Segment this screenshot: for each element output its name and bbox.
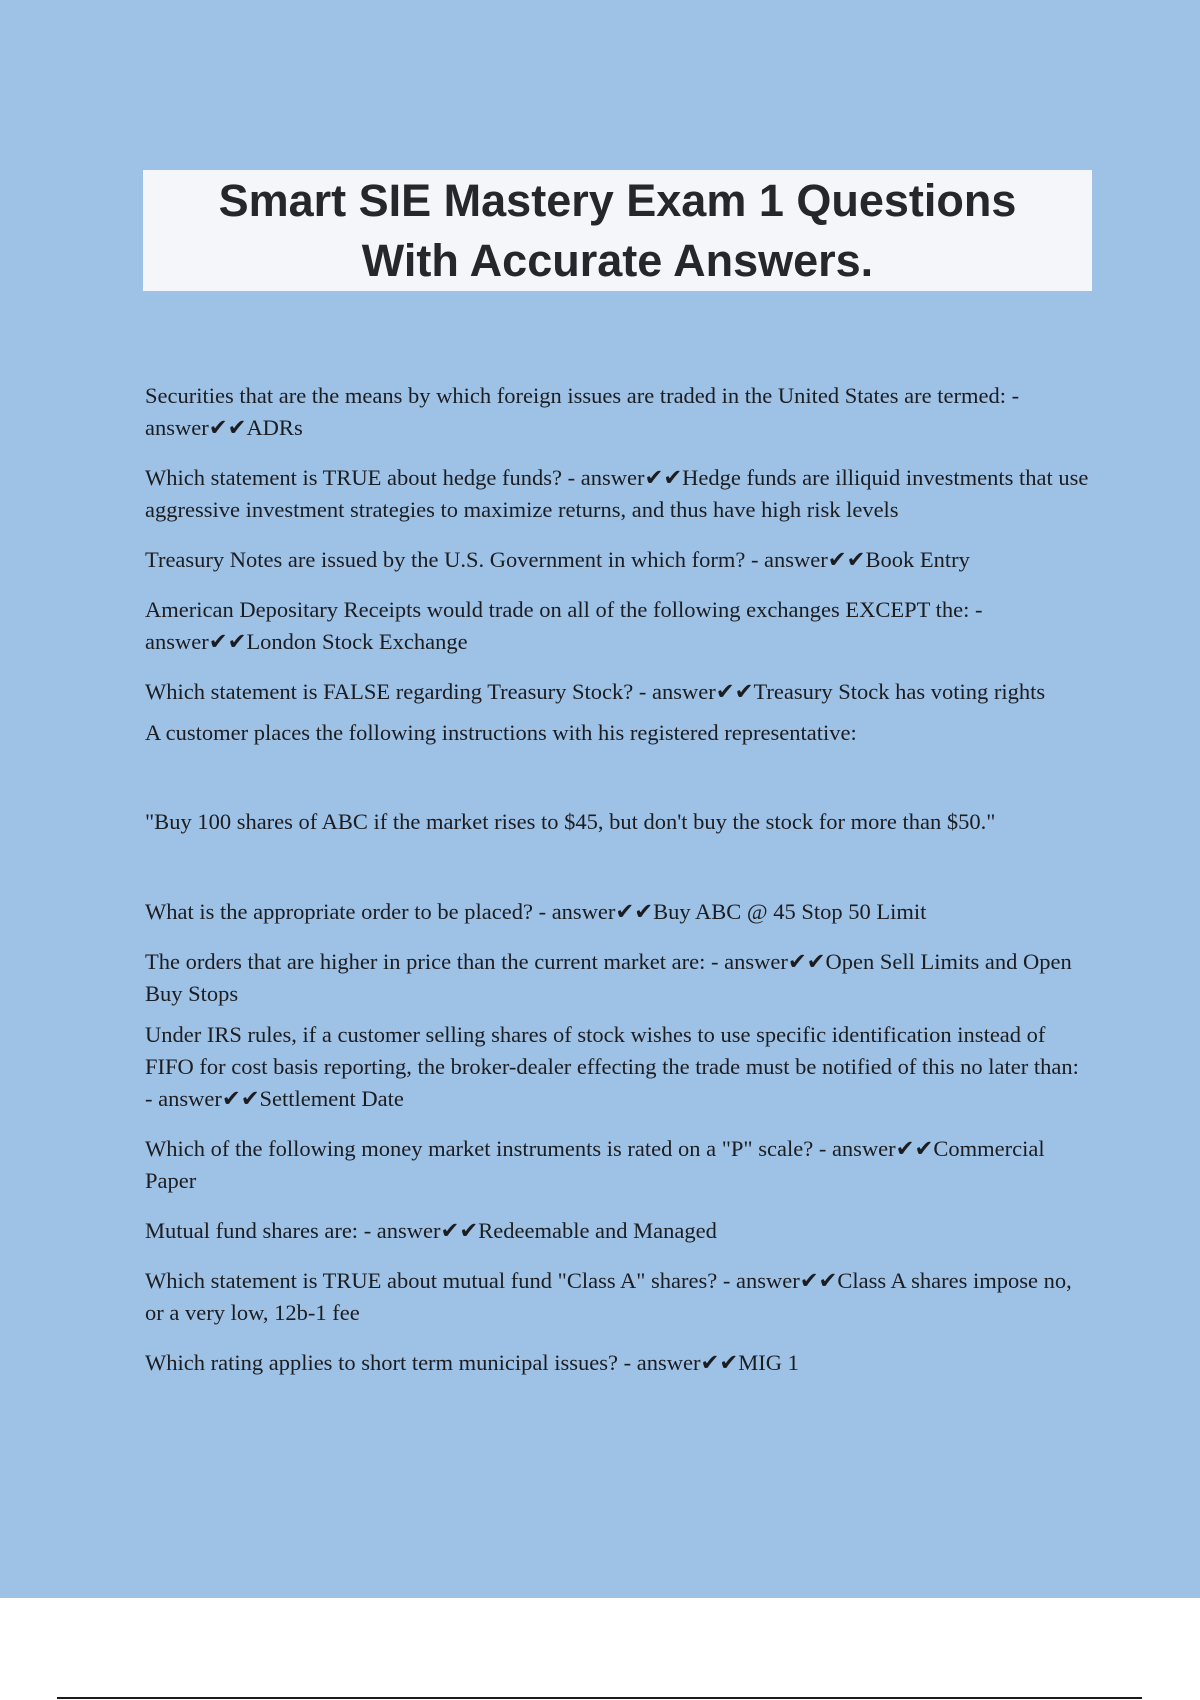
question-text: Securities that are the means by which foreign issues are traded in the United States are termed: — [145, 383, 1006, 408]
qa-item-4 — [145, 594, 1091, 658]
question-text: Under IRS rules, if a customer selling shares of stock wishes to use specific identification instead of FIFO for cost basis reporting, the broker-dealer effecting the trade must be notified of this no later than: — [145, 1022, 1079, 1079]
qa-item-6 — [145, 946, 1091, 1010]
qa-item-8 — [145, 1133, 1091, 1197]
question-text: Which statement is TRUE about mutual fund "Class A" shares? — [145, 1268, 718, 1293]
document-title-line-2: With Accurate Answers. — [361, 234, 874, 286]
answer-marker: - answer✔✔ — [145, 1086, 260, 1111]
answer-text: London Stock Exchange — [246, 629, 468, 654]
question-text: Which rating applies to short term municipal issues? — [145, 1350, 619, 1375]
qa-item-5 — [145, 676, 1091, 708]
qa-item-10 — [145, 1265, 1091, 1329]
question-text: The orders that are higher in price than the current market are: — [145, 949, 706, 974]
scenario-quote: "Buy 100 shares of ABC if the market rises to $45, but don't buy the stock for more than $50." — [145, 809, 996, 834]
answer-text: Settlement Date — [259, 1086, 404, 1111]
scenario-qa — [145, 896, 1091, 928]
qa-item-9 — [145, 1215, 1091, 1247]
qa-item-2 — [145, 462, 1091, 526]
answer-marker: - answer✔✔ — [705, 949, 826, 974]
answer-text: MIG 1 — [738, 1350, 799, 1375]
question-text: Which of the following money market instruments is rated on a "P" scale? — [145, 1136, 814, 1161]
question-text: Treasury Notes are issued by the U.S. Government in which form? — [145, 547, 746, 572]
qa-item-11 — [145, 1347, 1091, 1379]
answer-marker: - answer✔✔ — [717, 1268, 838, 1293]
answer-marker: - answer✔✔ — [145, 383, 1020, 440]
answer-marker: - answer✔✔ — [532, 899, 654, 924]
document-title-line-1: Smart SIE Mastery Exam 1 Questions — [218, 174, 1017, 226]
answer-text: Hedge funds are illiquid investments that use aggressive investment strategies to maximize returns, and thus have high risk levels — [145, 465, 1089, 522]
answer-text: Book Entry — [865, 547, 970, 572]
answer-text: Commercial Paper — [145, 1136, 1045, 1193]
answer-text: Redeemable and Managed — [478, 1218, 717, 1243]
answer-marker: - answer✔✔ — [813, 1136, 934, 1161]
qa-list — [145, 380, 1091, 1397]
answer-marker: - answer✔✔ — [745, 547, 866, 572]
question-text: What is the appropriate order to be placed? — [145, 899, 533, 924]
scenario-intro: A customer places the following instructions with his registered representative: — [145, 720, 857, 745]
answer-marker: - answer✔✔ — [633, 679, 754, 704]
answer-text: Buy ABC @ 45 Stop 50 Limit — [653, 899, 927, 924]
question-text: Which statement is TRUE about hedge funds? — [145, 465, 562, 490]
answer-text: Class A shares impose no, or a very low, 12b-1 fee — [145, 1268, 1072, 1325]
answer-text: Treasury Stock has voting rights — [753, 679, 1046, 704]
answer-marker: - answer✔✔ — [562, 465, 683, 490]
question-text: Which statement is FALSE regarding Treasury Stock? — [145, 679, 634, 704]
qa-item-3 — [145, 544, 1091, 576]
qa-item-1 — [145, 380, 1091, 444]
title-banner — [143, 170, 1092, 291]
answer-marker: - answer✔✔ — [145, 597, 983, 654]
answer-text: ADRs — [246, 415, 303, 440]
question-text: American Depositary Receipts would trade on all of the following exchanges EXCEPT the: — [145, 597, 970, 622]
question-text: Mutual fund shares are: — [145, 1218, 359, 1243]
answer-text: Open Sell Limits and Open Buy Stops — [145, 949, 1072, 1006]
footer-divider — [57, 1697, 1142, 1699]
scenario-block — [145, 717, 1091, 928]
answer-marker: - answer✔✔ — [358, 1218, 479, 1243]
qa-item-7 — [145, 1019, 1091, 1115]
answer-marker: - answer✔✔ — [618, 1350, 739, 1375]
